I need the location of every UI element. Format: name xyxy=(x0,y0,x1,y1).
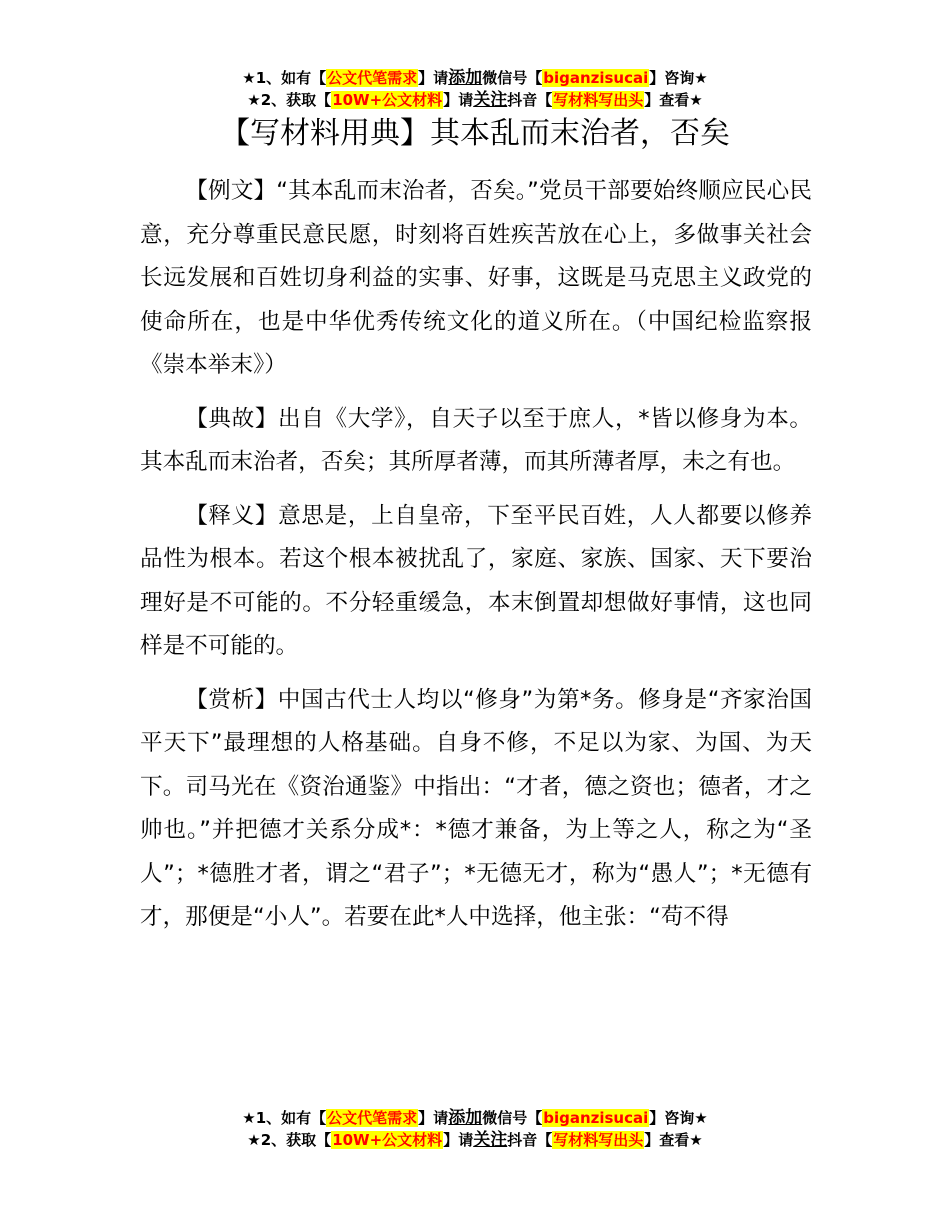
ad-text: 微信号【 xyxy=(482,1109,543,1127)
header-ad xyxy=(0,67,950,111)
paragraph-allusion: 【典故】出自《大学》，自天子以至于庶人，*皆以修身为本。其本乱而末治者，否矣；其所厚者薄，而其所薄者厚，未之有也。 xyxy=(140,405,812,475)
ad-text: ★2、获取【 xyxy=(247,91,332,109)
paragraph-meaning: 【释义】意思是，上自皇帝，下至平民百姓，人人都要以修养品性为根本。若这个根本被扰乱了，家庭、家族、国家、天下要治理好是不可能的。不分轻重缓急，本末倒置却想做好事情，这也同样是不可能的。 xyxy=(140,502,812,659)
ad-text: 】查看★ xyxy=(644,91,703,109)
ad-emphasis: 添加 xyxy=(448,68,483,88)
ad-text: 】请 xyxy=(443,1131,474,1149)
paragraph-analysis: 【赏析】中国古代士人均以“修身”为第*务。修身是“齐家治国平天下”最理想的人格基础。自身不修，不足以为家、为国、为天下。司马光在《资治通鉴》中指出：“才者，德之资也；德者，才之帅也。”并把德才关系分成*：*德才兼备，为上等之人，称之为“圣人”；*德胜才者，谓之“君子”；*无德无才，称为“愚人”；*无德有才，那便是“小人”。若要在此*人中选择，他主张：“苟不得 xyxy=(140,686,812,930)
ad-text: 】请 xyxy=(443,91,474,109)
header-ad-line-1 xyxy=(0,67,950,89)
ad-highlight-materials: 10W+公文材料 xyxy=(332,1131,443,1149)
document-body xyxy=(140,170,812,950)
ad-highlight-douyin-account: 写材料写出头 xyxy=(553,1131,644,1149)
ad-highlight-service: 公文代笔需求 xyxy=(327,1109,418,1127)
footer-ad xyxy=(0,1107,950,1151)
ad-highlight-wechat-id: biganzisucai xyxy=(543,1109,649,1127)
ad-highlight-douyin-account: 写材料写出头 xyxy=(553,91,644,109)
ad-emphasis: 关注 xyxy=(473,1130,508,1150)
ad-highlight-wechat-id: biganzisucai xyxy=(543,69,649,87)
ad-text: 抖音【 xyxy=(507,91,553,109)
ad-text: 】咨询★ xyxy=(649,69,708,87)
ad-text: ★2、获取【 xyxy=(247,1131,332,1149)
ad-text: 】咨询★ xyxy=(649,1109,708,1127)
ad-highlight-service: 公文代笔需求 xyxy=(327,69,418,87)
document-title: 【写材料用典】其本乱而末治者，否矣 xyxy=(220,116,730,151)
ad-emphasis: 添加 xyxy=(448,1108,483,1128)
ad-text: ★1、如有【 xyxy=(242,1109,327,1127)
paragraph-example: 【例文】“其本乱而末治者，否矣。”党员干部要始终顺应民心民意，充分尊重民意民愿，时刻将百姓疾苦放在心上，多做事关社会长远发展和百姓切身利益的实事、好事，这既是马克思主义政党的使命所在，也是中华优秀传统文化的道义所在。（中国纪检监察报《崇本举末》） xyxy=(140,178,812,378)
ad-text: 抖音【 xyxy=(507,1131,553,1149)
ad-text: 】请 xyxy=(418,69,449,87)
header-ad-line-2 xyxy=(0,89,950,111)
ad-emphasis: 关注 xyxy=(473,90,508,110)
footer-ad-line-2 xyxy=(0,1129,950,1151)
ad-text: ★1、如有【 xyxy=(242,69,327,87)
ad-text: 微信号【 xyxy=(482,69,543,87)
ad-text: 】请 xyxy=(418,1109,449,1127)
ad-text: 】查看★ xyxy=(644,1131,703,1149)
footer-ad-line-1 xyxy=(0,1107,950,1129)
ad-highlight-materials: 10W+公文材料 xyxy=(332,91,443,109)
